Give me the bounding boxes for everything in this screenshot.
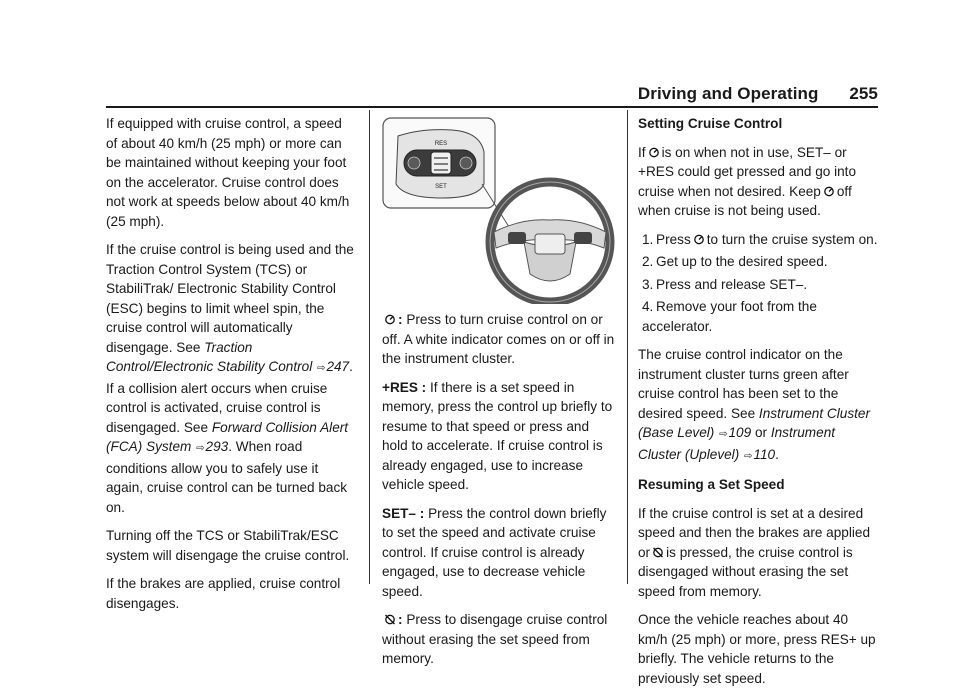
cross-reference-link[interactable]: Traction Control/Electronic Stability Control xyxy=(106,339,313,374)
column-right xyxy=(638,114,880,697)
cross-reference-link[interactable]: Instrument Cluster (Base Level) xyxy=(638,405,870,440)
res-button-label: +RES : xyxy=(382,379,427,395)
cancel-description: : Press to disengage cruise control without erasing the set speed from memory. xyxy=(382,612,608,666)
cruise-onoff-icon xyxy=(648,146,660,158)
paragraph: If the cruise control is being used and the Traction Control System (TCS) or StabiliTrak/ Electronic Stability Control (ESC) begins to limit wheel spin, the cruise control will automatically disengage. See Traction Control/Electronic Stability Control ⇨247. If a collision alert occurs when cruise control is activated, cruise control is disengaged. See Forward Collision Alert (FCA) System ⇨293. When road conditions allow you to safely use it again, cruise control can be turned back on. xyxy=(106,242,354,515)
page-ref-arrow-icon: ⇨ xyxy=(317,363,326,374)
column-divider xyxy=(369,110,370,584)
column-divider xyxy=(627,110,628,584)
page-ref-arrow-icon: ⇨ xyxy=(744,450,753,462)
list-item: 2. Get up to the desired speed. xyxy=(642,254,828,269)
section-title: Driving and Operating xyxy=(637,84,819,103)
page-number: 255 xyxy=(849,84,878,103)
paragraph: If is on when not in use, SET– or +RES could get pressed and go into cruise when not desired. Keep off when cruise is not being used. xyxy=(638,144,857,218)
resume-description: +RES : If there is a set speed in memory, press the control up briefly to resume to that speed or press and hold to accelerate. If cruise control is already engaged, use to increase vehicle speed. xyxy=(382,379,613,492)
header-rule xyxy=(106,106,878,108)
cruise-cancel-icon xyxy=(384,613,396,625)
page-reference[interactable]: 110 xyxy=(753,446,776,462)
column-left xyxy=(106,114,356,622)
paragraph: If the brakes are applied, cruise control disengages. xyxy=(106,576,341,611)
cross-reference-link[interactable]: Forward Collision Alert (FCA) System xyxy=(106,419,349,454)
res-label: RES xyxy=(434,141,448,147)
cruise-onoff-icon xyxy=(384,313,396,325)
list-item: 1. Press to turn the cruise system on. xyxy=(642,231,878,247)
paragraph: The cruise control indicator on the instrument cluster turns green after cruise control has been set to the desired speed. See Instrument Cluster (Base Level) ⇨109 or Instrument Cluster (Uplevel) ⇨110. xyxy=(638,347,870,462)
paragraph: If equipped with cruise control, a speed of about 40 km/h (25 mph) or more can be maintained without keeping your foot on the accelerator. Cruise control does not work at speeds below about 40 km/h (25 mph). xyxy=(106,116,350,229)
page-ref-arrow-icon: ⇨ xyxy=(719,429,728,440)
paragraph: If the cruise control is set at a desired speed and then the brakes are applied or is pressed, the cruise control is disengaged without erasing the set speed from memory. xyxy=(638,505,871,599)
page-header xyxy=(638,84,878,104)
page-ref-arrow-icon: ⇨ xyxy=(196,443,205,454)
section-heading: Setting Cruise Control xyxy=(638,116,783,131)
page-reference[interactable]: 247 xyxy=(326,359,350,374)
set-label: SET xyxy=(435,184,447,190)
set-description: SET– : Press the control down briefly to set the speed and activate cruise control. If cruise control is already engaged, use to decrease vehicle speed. xyxy=(382,505,607,599)
steps-list xyxy=(638,230,880,337)
steering-wheel-illustration xyxy=(382,114,618,304)
cruise-onoff-icon xyxy=(823,185,835,197)
set-button-label: SET– : xyxy=(382,505,425,521)
paragraph: Turning off the TCS or StabiliTrak/ESC system will disengage the cruise control. xyxy=(106,528,350,563)
cross-reference-link[interactable]: Instrument Cluster (Uplevel) xyxy=(638,425,836,462)
list-item: 3. Press and release SET–. xyxy=(642,276,808,292)
column-middle xyxy=(382,114,618,678)
cruise-onoff-icon xyxy=(693,233,705,245)
list-item: 4. Remove your foot from the accelerator. xyxy=(642,299,817,334)
page-reference[interactable]: 109 xyxy=(728,425,752,440)
section-heading: Resuming a Set Speed xyxy=(638,477,785,492)
page-reference[interactable]: 293 xyxy=(205,439,229,454)
cruise-cancel-icon xyxy=(652,546,664,558)
paragraph: Once the vehicle reaches about 40 km/h (25 mph) or more, press RES+ up briefly. The vehicle returns to the previously set speed. xyxy=(638,612,876,686)
cruise-onoff-description: : Press to turn cruise control on or off. A white indicator comes on or off in the instrument cluster. xyxy=(382,312,615,366)
